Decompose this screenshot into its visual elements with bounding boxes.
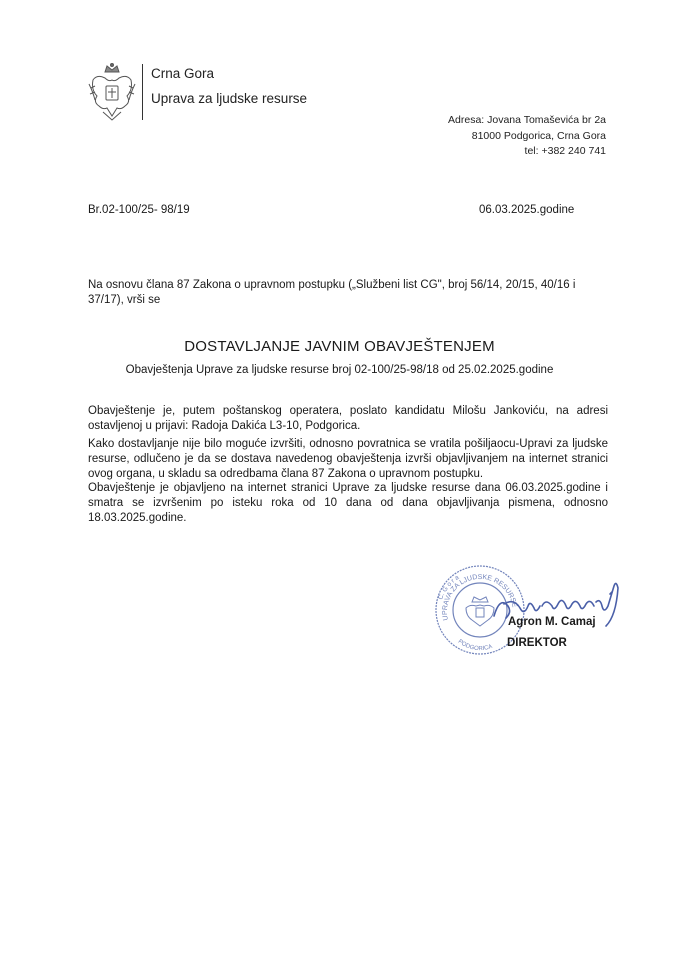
paragraph-3: Obavještenje je objavljeno na internet stranici Uprave za ljudske resurse dana 06.03.2025.godine i smatra se izvršenim po isteku roka od 10 dana od dana objavljivanja pismena, odnosno 18.03.2025.godine. xyxy=(88,482,608,524)
document-title: DOSTAVLJANJE JAVNIM OBAVJEŠTENJEM xyxy=(184,338,495,355)
signer-name: Agron M. Camaj xyxy=(508,616,596,628)
header-divider xyxy=(142,64,143,120)
stamp-bottom-text: PODGORICA xyxy=(456,638,494,653)
stamp-outer-text: C. G o r a xyxy=(437,574,461,601)
stamp-ring-text: UPRAVA ZA LJUDSKE RESURSE xyxy=(441,573,518,621)
coat-of-arms-logo xyxy=(87,62,137,124)
document-date: 06.03.2025.godine xyxy=(479,204,575,216)
reference-number: Br.02-100/25- 98/19 xyxy=(88,204,190,216)
institution-name: Uprava za ljudske resurse xyxy=(151,91,308,106)
document-subtitle: Obavještenja Uprave za ljudske resurse broj 02-100/25-98/18 od 25.02.2025.godine xyxy=(125,364,554,376)
intro-paragraph: Na osnovu člana 87 Zakona o upravnom postupku („Službeni list CG", broj 56/14, 20/15, 40/16 i 37/17), vrši se xyxy=(88,279,576,306)
paragraph-1: Obavještenje je, putem poštanskog operatera, poslato kandidatu Milošu Jankoviću, na adresi ostavljenoj u prijavi: Radoja Dakića L3-10, Podgorica. xyxy=(88,405,608,432)
phone-number: tel: +382 240 741 xyxy=(524,145,606,157)
address-line-2: 81000 Podgorica, Crna Gora xyxy=(471,129,606,142)
country-name: Crna Gora xyxy=(151,66,215,81)
address-line-1: Adresa: Jovana Tomaševića br 2a xyxy=(448,114,606,126)
paragraph-2: Kako dostavljanje nije bilo moguće izvršiti, odnosno povratnica se vratila pošiljaocu-Upravi za ljudske resurse, odlučeno je da se dostava navedenog obavještenja izvrši objavljivanjem na internet stranici ovog organa, u skladu sa odredbama člana 87 Zakona o upravnom postupku. xyxy=(88,438,608,480)
contact-block xyxy=(448,113,606,160)
signer-title: DIREKTOR xyxy=(507,637,567,649)
